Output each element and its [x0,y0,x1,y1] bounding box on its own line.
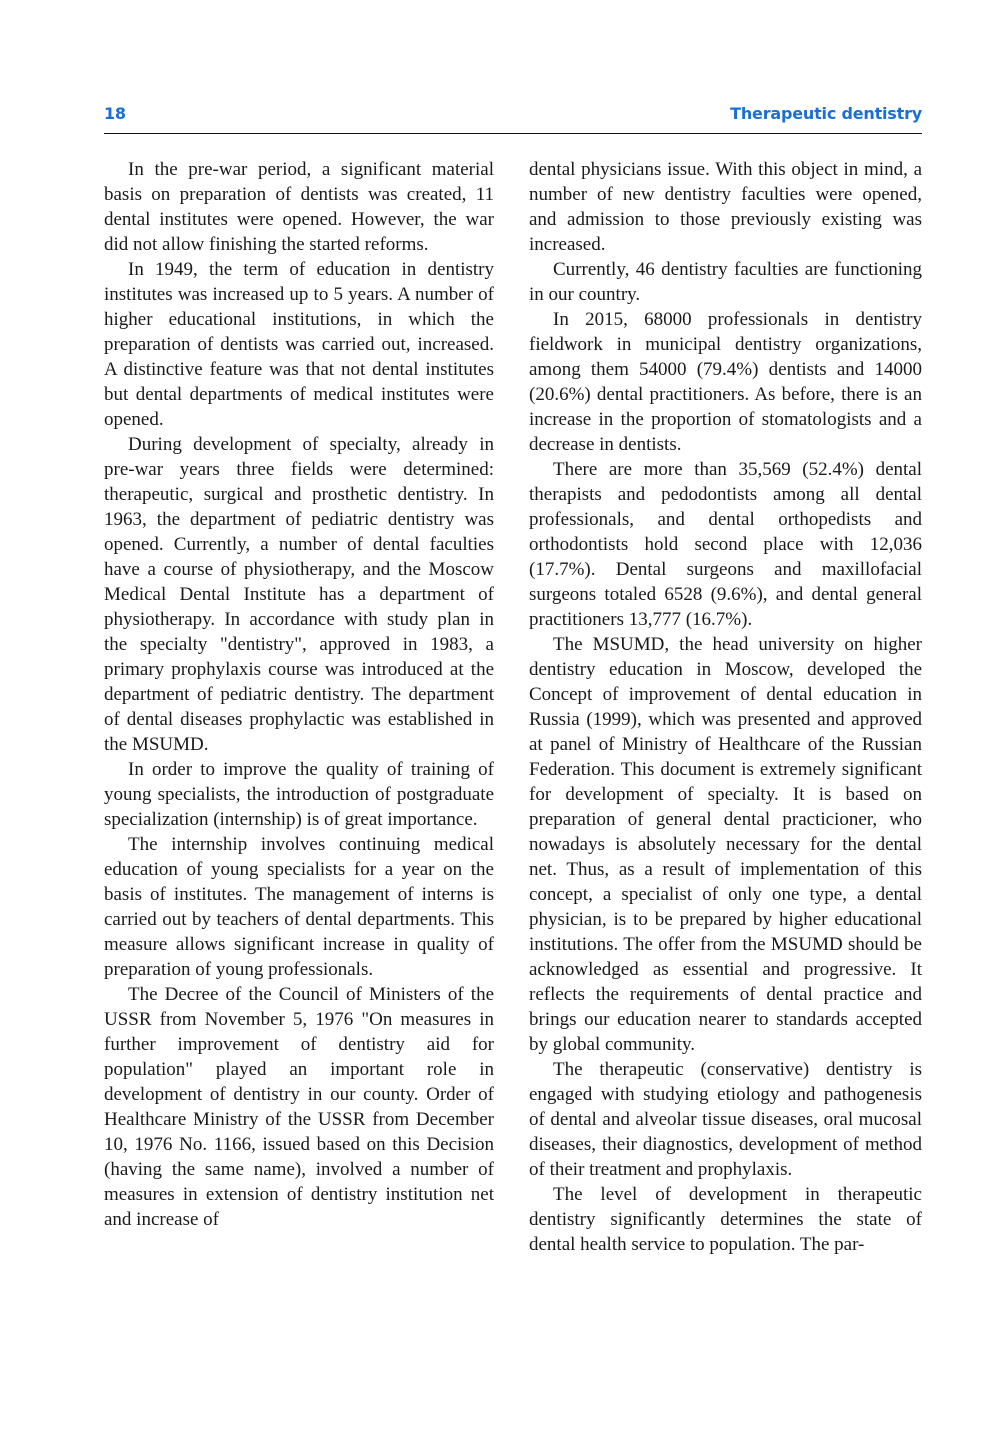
paragraph-continuation: dental physicians issue. With this object in mind, a number of new dentistry faculties were opened, and admission to those previously existing was increased. [529,159,922,255]
right-column [529,157,922,1257]
paragraph: In 1949, the term of education in dentistry institutes was increased up to 5 years. A number of higher educational institutions, in which the preparation of dentists was carried out, increased. A distinctive feature was that not dental institutes but dental departments of medical institutes were opened. [104,259,494,430]
running-head [104,104,922,128]
paragraph: The MSUMD, the head university on higher dentistry education in Moscow, developed the Concept of improvement of dental education in Russia (1999), which was presented and approved at panel of Ministry of Healthcare of the Russian Federation. This document is extremely significant for development of specialty. It is based on preparation of general dental practicioner, who nowadays is absolutely necessary for the dental net. Thus, as a result of implementation of this concept, a specialist of only one type, a dental physician, is to be prepared by higher educational institutions. The offer from the MSUMD should be acknowledged as essential and progressive. It reflects the requirements of dental practice and brings our education nearer to standards accepted by global community. [529,634,922,1055]
paragraph: In order to improve the quality of training of young specialists, the introduction of postgraduate specialization (internship) is of great importance. [104,759,494,830]
paragraph: The internship involves continuing medical education of young specialists for a year on the basis of institutes. The management of interns is carried out by teachers of dental departments. This measure allows significant increase in quality of preparation of young professionals. [104,834,494,980]
chapter-title: Therapeutic dentistry [730,104,922,123]
paragraph: The Decree of the Council of Ministers of the USSR from November 5, 1976 "On measures in further improvement of dentistry aid for population" played an important role in development of dentistry in our county. Order of Healthcare Ministry of the USSR from December 10, 1976 No. 1166, issued based on this Decision (having the same name), involved a number of measures in extension of dentistry institution net and increase of [104,984,494,1230]
paragraph: The therapeutic (conservative) dentistry is engaged with studying etiology and pathogenesis of dental and alveolar tissue diseases, oral mucosal diseases, their diagnostics, development of method of their treatment and prophylaxis. [529,1059,922,1180]
left-column [104,157,494,1232]
paragraph: There are more than 35,569 (52.4%) dental therapists and pedodontists among all dental professionals, and dental orthopedists and orthodontists hold second place with 12,036 (17.7%). Dental surgeons and maxillofacial surgeons totaled 6528 (9.6%), and dental general practitioners 13,777 (16.7%). [529,459,922,630]
paragraph: Currently, 46 dentistry faculties are functioning in our country. [529,259,922,305]
paragraph: In 2015, 68000 professionals in dentistry fieldwork in municipal dentistry organizations, among them 54000 (79.4%) dentists and 14000 (20.6%) dental practitioners. As before, there is an increase in the proportion of stomatologists and a decrease in dentists. [529,309,922,455]
header-divider [104,133,922,134]
paragraph: The level of development in therapeutic dentistry significantly determines the state of dental health service to population. The par- [529,1184,922,1255]
paragraph: In the pre-war period, a significant material basis on preparation of dentists was created, 11 dental institutes were opened. However, the war did not allow finishing the started reforms. [104,159,494,255]
paragraph: During development of specialty, already in pre-war years three fields were determined: therapeutic, surgical and prosthetic dentistry. In 1963, the department of pediatric dentistry was opened. Currently, a number of dental faculties have a course of physiotherapy, and the Moscow Medical Dental Institute has a department of physiotherapy. In accordance with study plan in the specialty "dentistry", approved in 1983, a primary prophylaxis course was introduced at the department of pediatric dentistry. The department of dental diseases prophylactic was established in the MSUMD. [104,434,494,755]
page-number: 18 [104,104,126,123]
